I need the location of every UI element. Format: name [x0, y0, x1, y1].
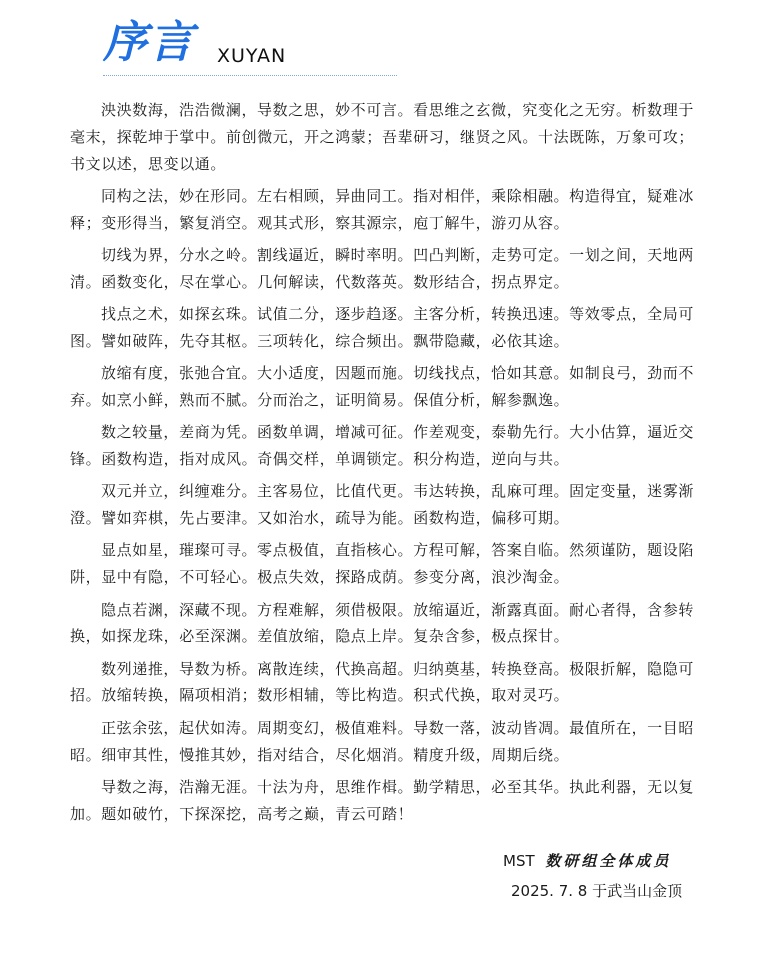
paragraph: 数之较量，差商为凭。函数单调，增减可征。作差观变，泰勒先行。大小估算，逼近交锋。函数构造，指对成风。奇偶交样，单调锁定。积分构造，逆向与共。: [70, 423, 694, 469]
paragraph: 显点如星，璀璨可寻。零点极值，直指核心。方程可解，答案自临。然须谨防，题设陷阱，显中有隐，不可轻心。极点失效，探路成荫。参变分离，浪沙淘金。: [70, 541, 694, 587]
paragraph: 正弦余弦，起伏如涛。周期变幻，极值难料。导数一落，波动皆凋。最值所在，一目昭昭。细审其性，慢推其妙，指对结合，尽化烟消。精度升级，周期后绕。: [70, 718, 694, 764]
paragraph: 隐点若渊，深藏不现。方程难解，须借极限。放缩逼近，渐露真面。耐心者得，含参转换，如探龙珠，必至深渊。差值放缩，隐点上岸。复杂含参，极点探甘。: [70, 600, 694, 646]
preface-body: [70, 97, 694, 833]
preface-title-pinyin: XUYAN: [217, 45, 287, 67]
paragraph: 切线为界，分水之岭。割线逼近，瞬时率明。凹凸判断，走势可定。一划之间，天地两清。函数变化，尽在掌心。几何解读，代数落英。数形结合，拐点界定。: [70, 245, 694, 291]
signature-date-place: 2025. 7. 8 于武当山金顶: [511, 882, 683, 900]
paragraph: 导数之海，浩瀚无涯。十法为舟，思维作楫。勤学精思，必至其华。执此利器，无以复加。题如破竹，下探深挖，高考之巅，青云可踏！: [70, 777, 694, 823]
signature-group: 数研组全体成员: [545, 852, 672, 870]
signature-org: MST: [503, 852, 535, 870]
preface-title: 序言: [103, 17, 195, 68]
paragraph: 放缩有度，张弛合宜。大小适度，因题而施。切线找点，恰如其意。如制良弓，劲而不弃。如烹小鲜，熟而不腻。分而治之，证明简易。保值分析，解参飘逸。: [70, 364, 694, 409]
paragraph: 找点之术，如探玄珠。试值二分，逐步趋逐。主客分析，转换迅速。等效零点，全局可图。譬如破阵，先夺其枢。三项转化，综合频出。飘带隐藏，必依其途。: [70, 305, 694, 350]
signature-line: [503, 850, 671, 872]
preface-header: [103, 14, 403, 74]
paragraph: 泱泱数海，浩浩微澜，导数之思，妙不可言。看思维之玄微，究变化之无穷。析数理于毫末，探乾坤于掌中。前创微元，开之鸿蒙；吾辈研习，继贤之风。十法既陈，万象可攻；书文以述，思变以通。: [70, 101, 695, 173]
header-divider: [103, 75, 397, 76]
paragraph: 双元并立，纠缠难分。主客易位，比值代更。韦达转换，乱麻可理。固定变量，迷雾渐澄。譬如弈棋，先占要津。又如治水，疏导为能。函数构造，偏移可期。: [70, 482, 694, 528]
paragraph: 数列递推，导数为桥。离散连续，代换高超。归纳奠基，转换登高。极限折解，隐隐可招。放缩转换，隔项相消；数形相辅，等比构造。积式代换，取对灵巧。: [70, 659, 694, 705]
paragraph: 同构之法，妙在形同。左右相顾，异曲同工。指对相伴，乘除相融。构造得宜，疑难冰释；变形得当，繁复消空。观其式形，察其源宗，庖丁解牛，游刃从容。: [70, 186, 694, 232]
